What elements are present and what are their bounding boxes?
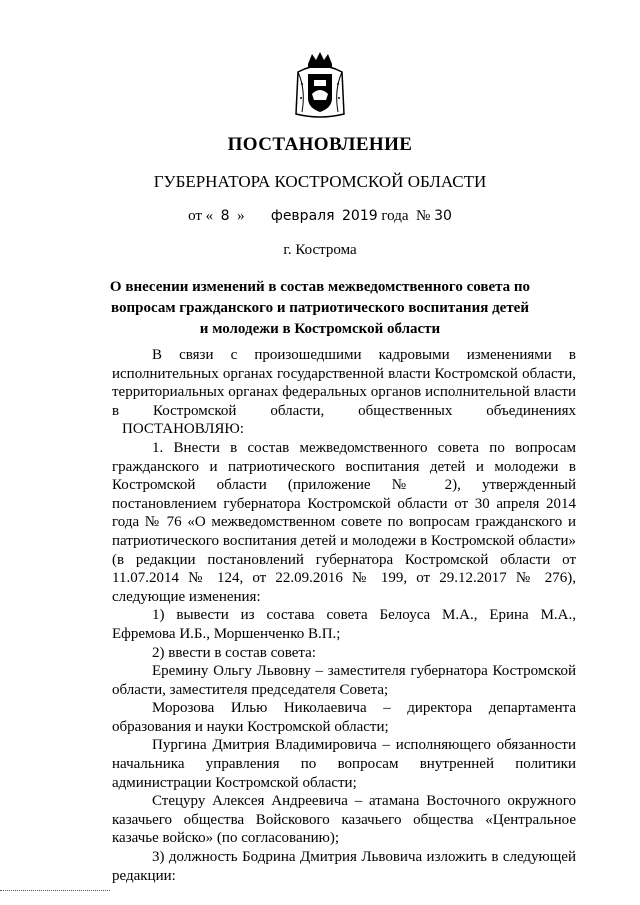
paragraph: В связи с произошедшими кадровыми изменениями в исполнительных органах государственной власти Костромской области, территориальных органах федеральных органов исполнительной власти в Костромской области, общественных объединениях <box>112 347 576 419</box>
paragraph: Морозова Илью Николаевича – директора департамента образования и науки Костромской области; <box>112 700 576 735</box>
document-issuer: ГУБЕРНАТОРА КОСТРОМСКОЙ ОБЛАСТИ <box>153 172 487 191</box>
paragraph: 2) ввести в состав совета: <box>152 644 316 661</box>
paragraph: 3) должность Бодрина Дмитрия Львовича изложить в следующей редакции: <box>112 849 576 884</box>
document-body <box>112 346 576 885</box>
date-prefix: от « <box>188 208 214 224</box>
paragraph: 1. Внести в состав межведомственного совета по вопросам гражданского и патриотического воспитания детей и молодежи в Костромской области (приложение № 2), утвержденный постановлением губернатора Костромской области от 30 апреля 2014 года № 76 «О межведомственном совете по вопросам гражданского и патриотического воспитания детей и молодежи в Костромской области» (в редакции постановлений губернатора Костромской области от 11.07.2014 № 124, от 22.09.2016 № 199, от 29.12.2017 № 276), следующие изменения: <box>112 439 576 605</box>
paragraph: Стецуру Алексея Андреевича – атамана Восточного окружного казачьего общества Войскового казачьего общества «Центральное казачье войско» (по согласованию); <box>112 793 576 847</box>
paragraph: Пургина Дмитрия Владимировича – исполняющего обязанности начальника управления по вопросам внутренней политики администрации Костромской области; <box>112 737 576 791</box>
paragraph: ПОСТАНОВЛЯЮ: <box>122 421 244 438</box>
paragraph: Еремину Ольгу Львовну – заместителя губернатора Костромской области, заместителя председателя Совета; <box>112 663 576 698</box>
date-mid: » <box>237 208 245 224</box>
kostroma-coat-of-arms-icon <box>292 50 348 122</box>
footer-divider <box>0 890 110 891</box>
document-title: ПОСТАНОВЛЕНИЕ <box>227 134 413 155</box>
date-day: 8 <box>220 208 230 224</box>
date-year: 2019 <box>342 208 378 224</box>
date-year-word: года <box>381 208 409 224</box>
document-number: 30 <box>434 208 452 224</box>
date-month: февраля <box>270 208 335 224</box>
city: г. Кострома <box>283 242 357 258</box>
document-heading: О внесении изменений в состав межведомственного совета по вопросам гражданского и патриотического воспитания детей и молодежи в Костромской области <box>109 279 531 337</box>
number-sign: № <box>416 208 431 224</box>
paragraph: 1) вывести из состава совета Белоуса М.А., Ерина М.А., Ефремова И.Б., Моршенченко В.П.; <box>112 607 576 642</box>
date-line <box>0 208 640 225</box>
